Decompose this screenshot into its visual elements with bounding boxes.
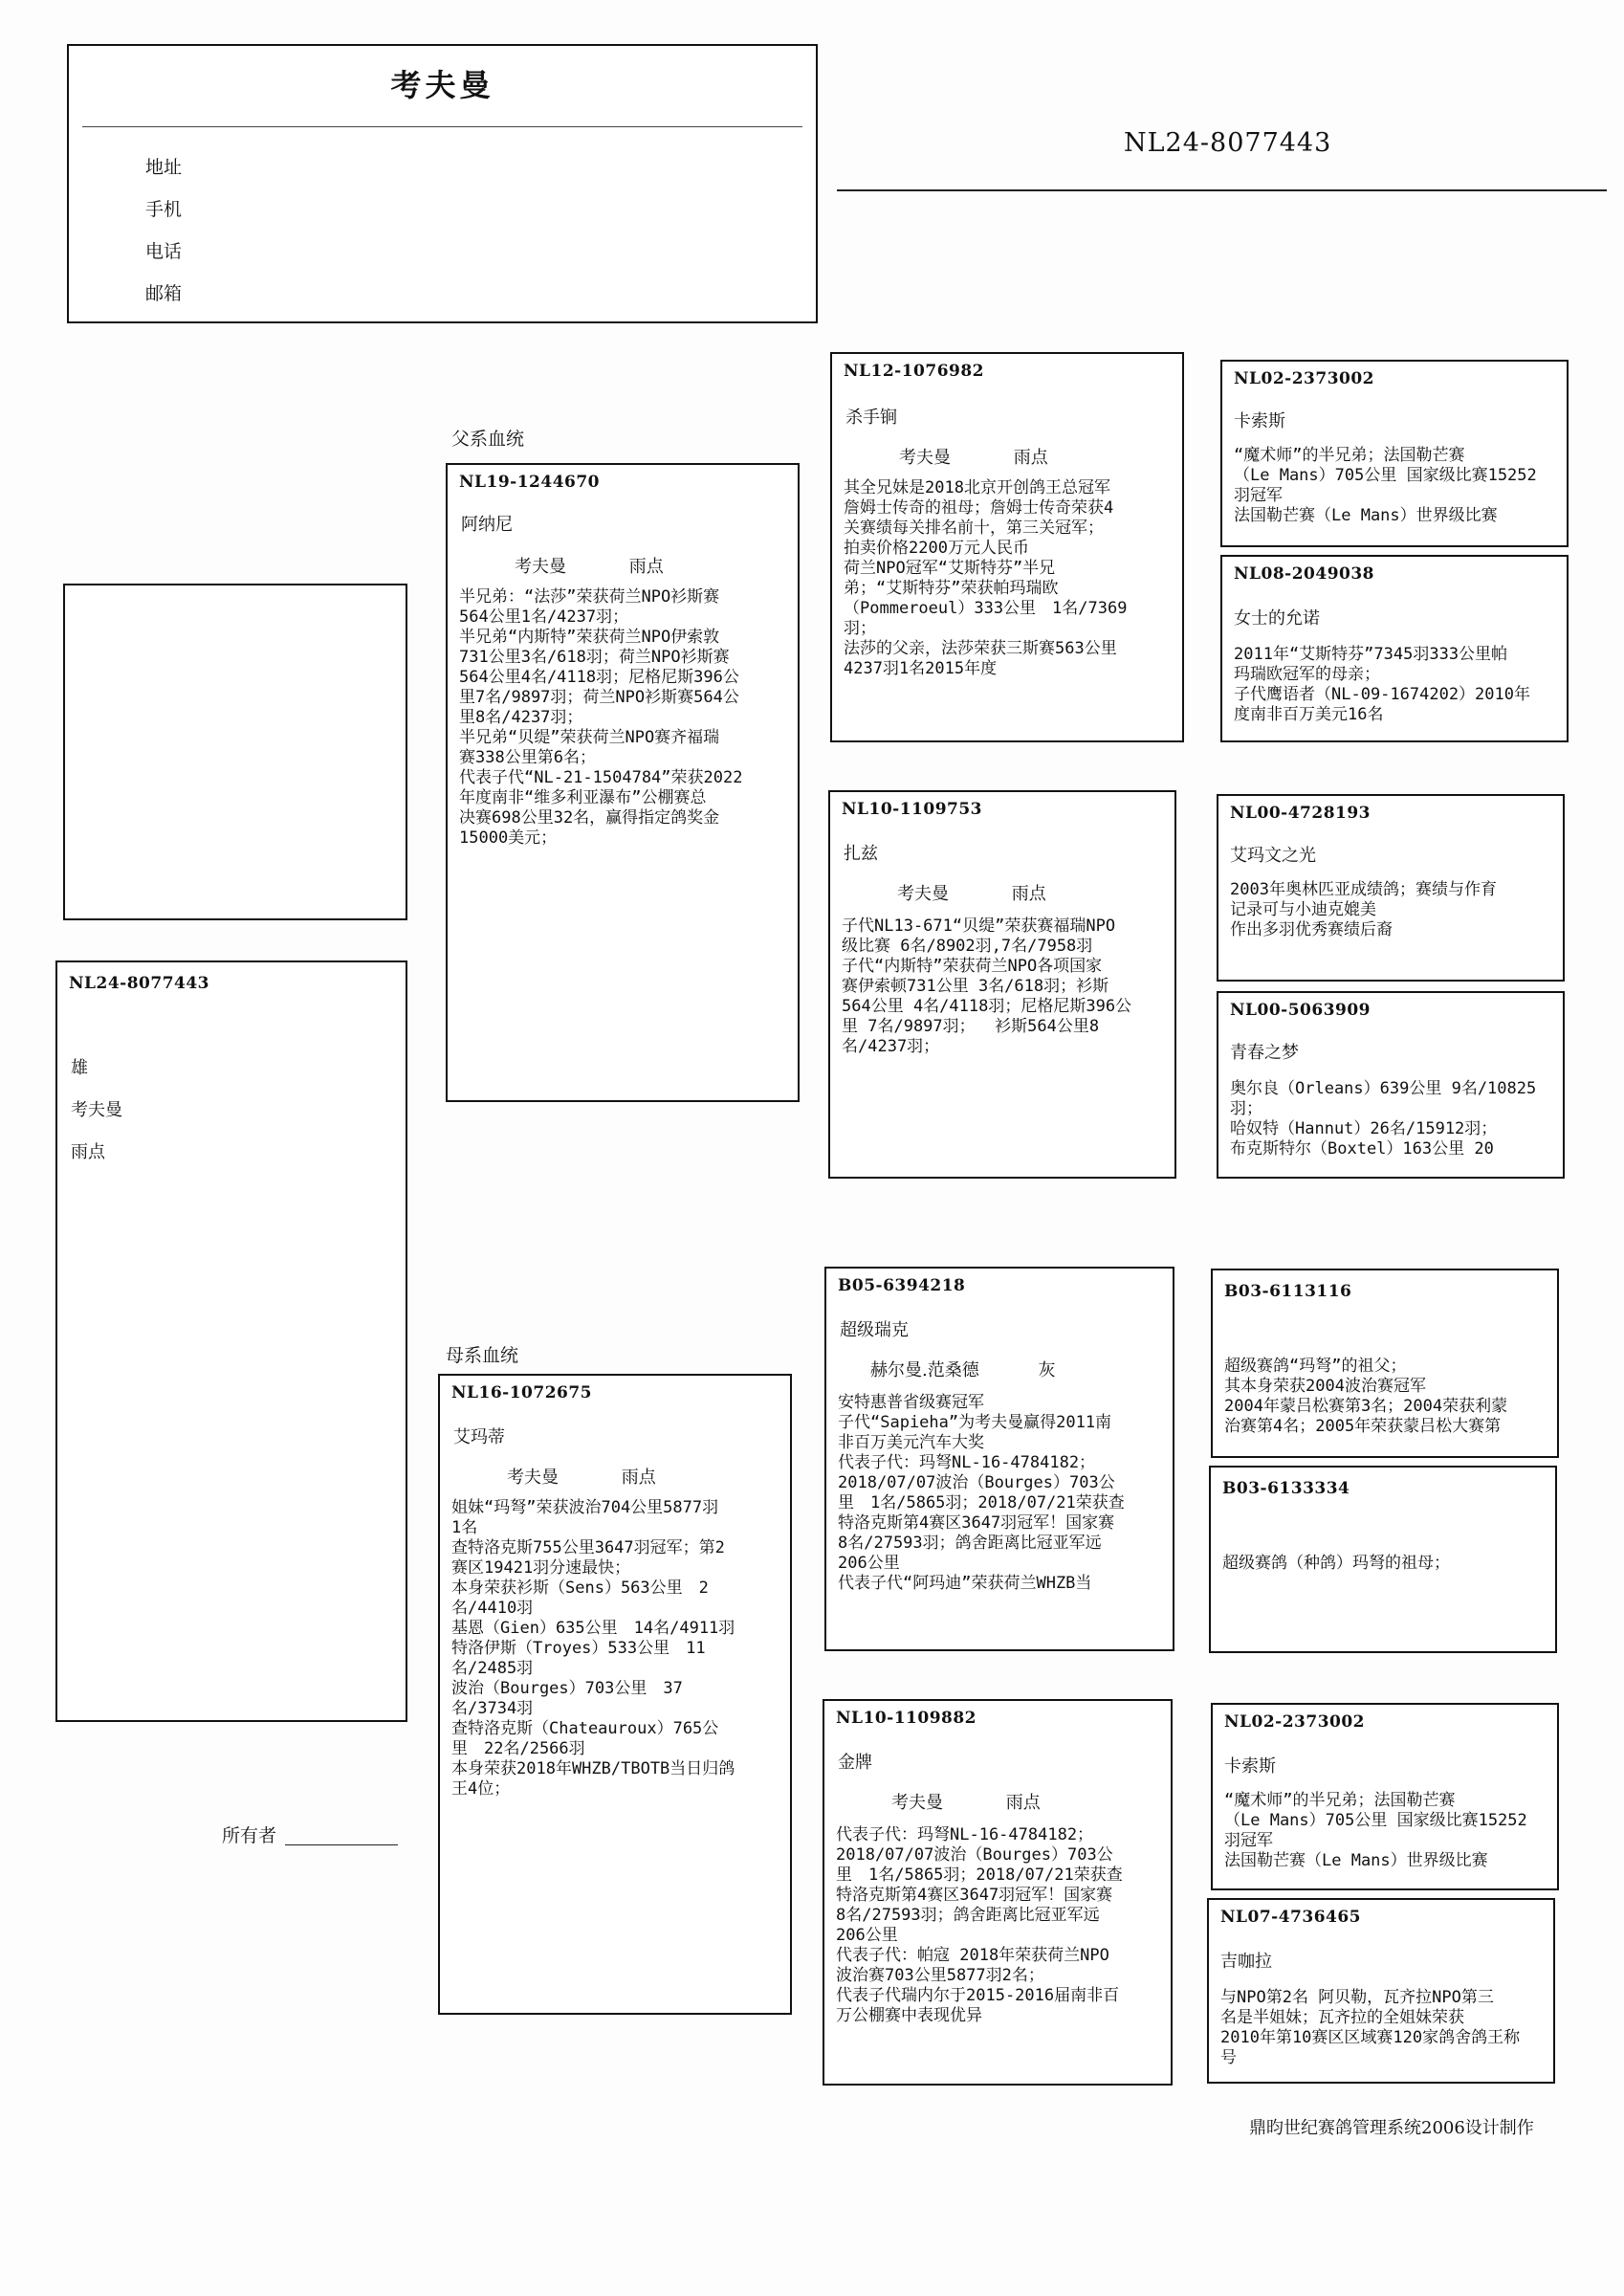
sire-sire-sire-name: 卡索斯 <box>1234 411 1285 431</box>
dam-sire-sire-ring: B03-6113116 <box>1224 1282 1352 1301</box>
sire-dam-color: 雨点 <box>1011 884 1046 904</box>
sire-dam-sire-name: 艾玛文之光 <box>1230 846 1316 866</box>
sire-dam-sire-ring: NL00-4728193 <box>1230 804 1372 823</box>
dam-card <box>438 1374 792 2015</box>
dam-dam-sire-ring: NL02-2373002 <box>1224 1712 1366 1732</box>
dam-description: 姐妹“玛弩”荣获波治704公里5877羽 1名 查特洛克斯755公里3647羽冠军；第2 赛区19421羽分速最快； 本身荣获衫斯（Sens）563公里 2 名/4410羽 基恩（Gien）635公里 14名/4911羽 特洛伊斯（Troyes）533公里 11 名/2485羽 波治（Bourges）703公里 37 名/3734羽 查特洛克斯（Chateauroux）765公 里 22名/2566羽 本身荣获2018年WHZB/TBOTB当日归鸽 王4位； <box>451 1498 735 1799</box>
subject-ring: NL24-8077443 <box>69 974 210 993</box>
subject-owner: 考夫曼 <box>71 1100 122 1120</box>
dam-sire-dam-ring: B03-6133334 <box>1222 1479 1350 1498</box>
sire-dam-name: 扎兹 <box>844 844 878 864</box>
sire-dam-dam-description: 奥尔良（Orleans）639公里 9名/10825 羽； 哈奴特（Hannut）26名/15912羽； 布克斯特尔（Boxtel）163公里 20 <box>1230 1079 1537 1159</box>
dam-line-label: 母系血统 <box>446 1345 519 1366</box>
owner-divider <box>82 126 802 127</box>
dam-dam-owner-line <box>891 1789 1041 1814</box>
dam-dam-dam-card <box>1207 1898 1555 2084</box>
sire-sire-card <box>830 352 1184 742</box>
dam-sire-sire-description: 超级赛鸽“玛弩”的祖父； 其本身荣获2004波治赛冠军 2004年蒙吕松赛第3名；2004荣获利蒙 治赛第4名；2005年荣获蒙吕松大赛第 <box>1224 1357 1508 1436</box>
sire-dam-owner: 考夫曼 <box>897 884 949 904</box>
dam-dam-color: 雨点 <box>1005 1793 1041 1813</box>
dam-dam-dam-name: 吉咖拉 <box>1220 1952 1272 1972</box>
dam-dam-owner: 考夫曼 <box>891 1793 943 1813</box>
sire-dam-sire-card <box>1217 794 1565 982</box>
dam-owner: 考夫曼 <box>507 1468 559 1488</box>
sire-sire-dam-name: 女士的允诺 <box>1234 608 1320 629</box>
sire-sire-dam-description: 2011年“艾斯特芬”7345羽333公里帕 玛瑞欧冠军的母亲； 子代鹰语者（NL-09-1674202）2010年 度南非百万美元16名 <box>1234 645 1530 724</box>
sire-sire-sire-ring: NL02-2373002 <box>1234 369 1375 388</box>
sire-dam-dam-ring: NL00-5063909 <box>1230 1001 1372 1020</box>
sire-sire-owner-line <box>899 444 1048 469</box>
sire-card <box>446 463 800 1102</box>
dam-dam-card <box>823 1699 1173 2086</box>
sire-dam-ring: NL10-1109753 <box>842 800 983 819</box>
sire-dam-dam-name: 青春之梦 <box>1230 1043 1299 1063</box>
sire-sire-sire-description: “魔术师”的半兄弟；法国勒芒赛 （Le Mans）705公里 国家级比赛15252 羽冠军 法国勒芒赛（Le Mans）世界级比赛 <box>1234 446 1537 525</box>
sire-owner: 考夫曼 <box>515 557 566 577</box>
sire-name: 阿纳尼 <box>461 515 513 535</box>
dam-sire-description: 安特惠普省级赛冠军 子代“Sapieha”为考夫曼赢得2011南 非百万美元汽车大奖 代表子代：玛弩NL-16-4784182； 2018/07/07波治（Bourges）703公 里 1名/5865羽；2018/07/21荣获查 特洛克斯第4赛区3647羽冠军！国家赛 8名/27593羽；鸽舍距离比冠亚军远 206公里 代表子代“阿玛迪”荣获荷兰WHZB当 <box>838 1393 1125 1593</box>
footer-credit: 鼎昀世纪赛鸽管理系统2006设计制作 <box>1249 2118 1534 2138</box>
dam-sire-card <box>824 1267 1174 1651</box>
sire-dam-owner-line <box>897 880 1046 905</box>
dam-dam-dam-description: 与NPO第2名 阿贝勒，瓦齐拉NPO第三 名是半姐妹；瓦齐拉的全姐妹荣获 2010年第10赛区区域赛120家鸽舍鸽王称 号 <box>1220 1988 1521 2067</box>
sire-sire-owner: 考夫曼 <box>899 448 951 468</box>
sire-dam-sire-description: 2003年奥林匹亚成绩鸽；赛绩与作育 记录可与小迪克媲美 作出多羽优秀赛绩后裔 <box>1230 880 1497 939</box>
dam-sire-ring: B05-6394218 <box>838 1276 966 1295</box>
dam-ring: NL16-1072675 <box>451 1383 593 1402</box>
subject-sex: 雄 <box>71 1058 88 1078</box>
dam-sire-dam-card <box>1209 1466 1557 1653</box>
sire-description: 半兄弟：“法莎”荣获荷兰NPO衫斯赛 564公里1名/4237羽； 半兄弟“内斯特”荣获荷兰NPO伊索敦 731公里3名/618羽；荷兰NPO衫斯赛 564公里4名/4118羽；尼格尼斯396公 里7名/9897羽；荷兰NPO衫斯赛564公 里8名/4237羽； 半兄弟“贝缇”荣获荷兰NPO赛齐福瑞 赛338公里第6名； 代表子代“NL-21-1504784”荣获2022 年度南非“维多利亚瀑布”公棚赛总 决赛698公里32名，赢得指定鸽奖金 15000美元； <box>459 587 743 848</box>
subject-card <box>55 960 407 1722</box>
sire-line-label: 父系血统 <box>451 429 525 450</box>
sire-sire-color: 雨点 <box>1013 448 1048 468</box>
sire-sire-description: 其全兄妹是2018北京开创鸽王总冠军 詹姆士传奇的祖母；詹姆士传奇荣获4 关赛绩每关排名前十，第三关冠军； 拍卖价格2200万元人民币 荷兰NPO冠军“艾斯特芬”半兄 弟；“艾斯特芬”荣获帕玛瑞欧 （Pommeroeul）333公里 1名/7369 羽； 法莎的父亲，法莎荣获三斯赛563公里 4237羽1名2015年度 <box>844 478 1128 678</box>
mobile-label: 手机 <box>145 199 183 220</box>
sire-dam-description: 子代NL13-671“贝缇”荣获赛福瑞NPO 级比赛 6名/8902羽,7名/7958羽 子代“内斯特”荣获荷兰NPO各项国家 赛伊索顿731公里 3名/618羽；衫斯 564公里 4名/4118羽；尼格尼斯396公 里 7名/9897羽； 衫斯564公里8 名/4237羽； <box>842 916 1132 1056</box>
sire-sire-ring: NL12-1076982 <box>844 362 985 381</box>
dam-dam-name: 金牌 <box>838 1753 872 1773</box>
dam-dam-sire-card <box>1211 1703 1559 1890</box>
sire-dam-card <box>828 790 1176 1179</box>
owner-signature-line <box>285 1844 398 1845</box>
email-label: 邮箱 <box>145 283 183 304</box>
phone-label: 电话 <box>145 241 183 262</box>
sire-owner-line <box>515 553 664 578</box>
dam-color: 雨点 <box>621 1468 656 1488</box>
main-ring-number: NL24-8077443 <box>1124 128 1332 158</box>
sire-sire-dam-ring: NL08-2049038 <box>1234 564 1375 584</box>
dam-owner-line <box>507 1464 656 1489</box>
dam-name: 艾玛蒂 <box>453 1427 505 1447</box>
dam-dam-description: 代表子代：玛弩NL-16-4784182； 2018/07/07波治（Bourges）703公 里 1名/5865羽；2018/07/21荣获查 特洛克斯第4赛区3647羽冠军！国家赛 8名/27593羽；鸽舍距离比冠亚军远 206公里 代表子代：帕寇 2018年荣获荷兰NPO 波治赛703公里5877羽2名； 代表子代瑞内尔于2015-2016届南非百 万公棚赛中表现优异 <box>836 1825 1123 2025</box>
dam-sire-owner: 赫尔曼.范桑德 <box>870 1360 979 1380</box>
address-label: 地址 <box>145 157 183 178</box>
owner-signature-label: 所有者 <box>222 1825 277 1846</box>
dam-sire-owner-line <box>870 1357 1055 1381</box>
sire-color: 雨点 <box>628 557 664 577</box>
dam-sire-name: 超级瑞克 <box>840 1320 909 1340</box>
main-ring-underline <box>837 189 1607 191</box>
dam-dam-dam-ring: NL07-4736465 <box>1220 1908 1362 1927</box>
owner-title: 考夫曼 <box>390 67 494 103</box>
sire-ring: NL19-1244670 <box>459 473 601 492</box>
dam-dam-sire-name: 卡索斯 <box>1224 1756 1276 1777</box>
sire-sire-sire-card <box>1220 360 1569 547</box>
dam-sire-color: 灰 <box>1038 1360 1056 1380</box>
dam-dam-ring: NL10-1109882 <box>836 1709 977 1728</box>
sire-sire-name: 杀手锏 <box>845 408 897 428</box>
subject-color: 雨点 <box>71 1142 105 1162</box>
sire-sire-dam-card <box>1220 555 1569 742</box>
dam-sire-sire-card <box>1211 1269 1559 1458</box>
sire-dam-dam-card <box>1217 991 1565 1179</box>
owner-card <box>67 44 818 323</box>
dam-dam-sire-description: “魔术师”的半兄弟；法国勒芒赛 （Le Mans）705公里 国家级比赛15252 羽冠军 法国勒芒赛（Le Mans）世界级比赛 <box>1224 1791 1527 1870</box>
photo-box <box>63 584 407 920</box>
dam-sire-dam-description: 超级赛鸽（种鸽）玛弩的祖母； <box>1222 1554 1450 1573</box>
